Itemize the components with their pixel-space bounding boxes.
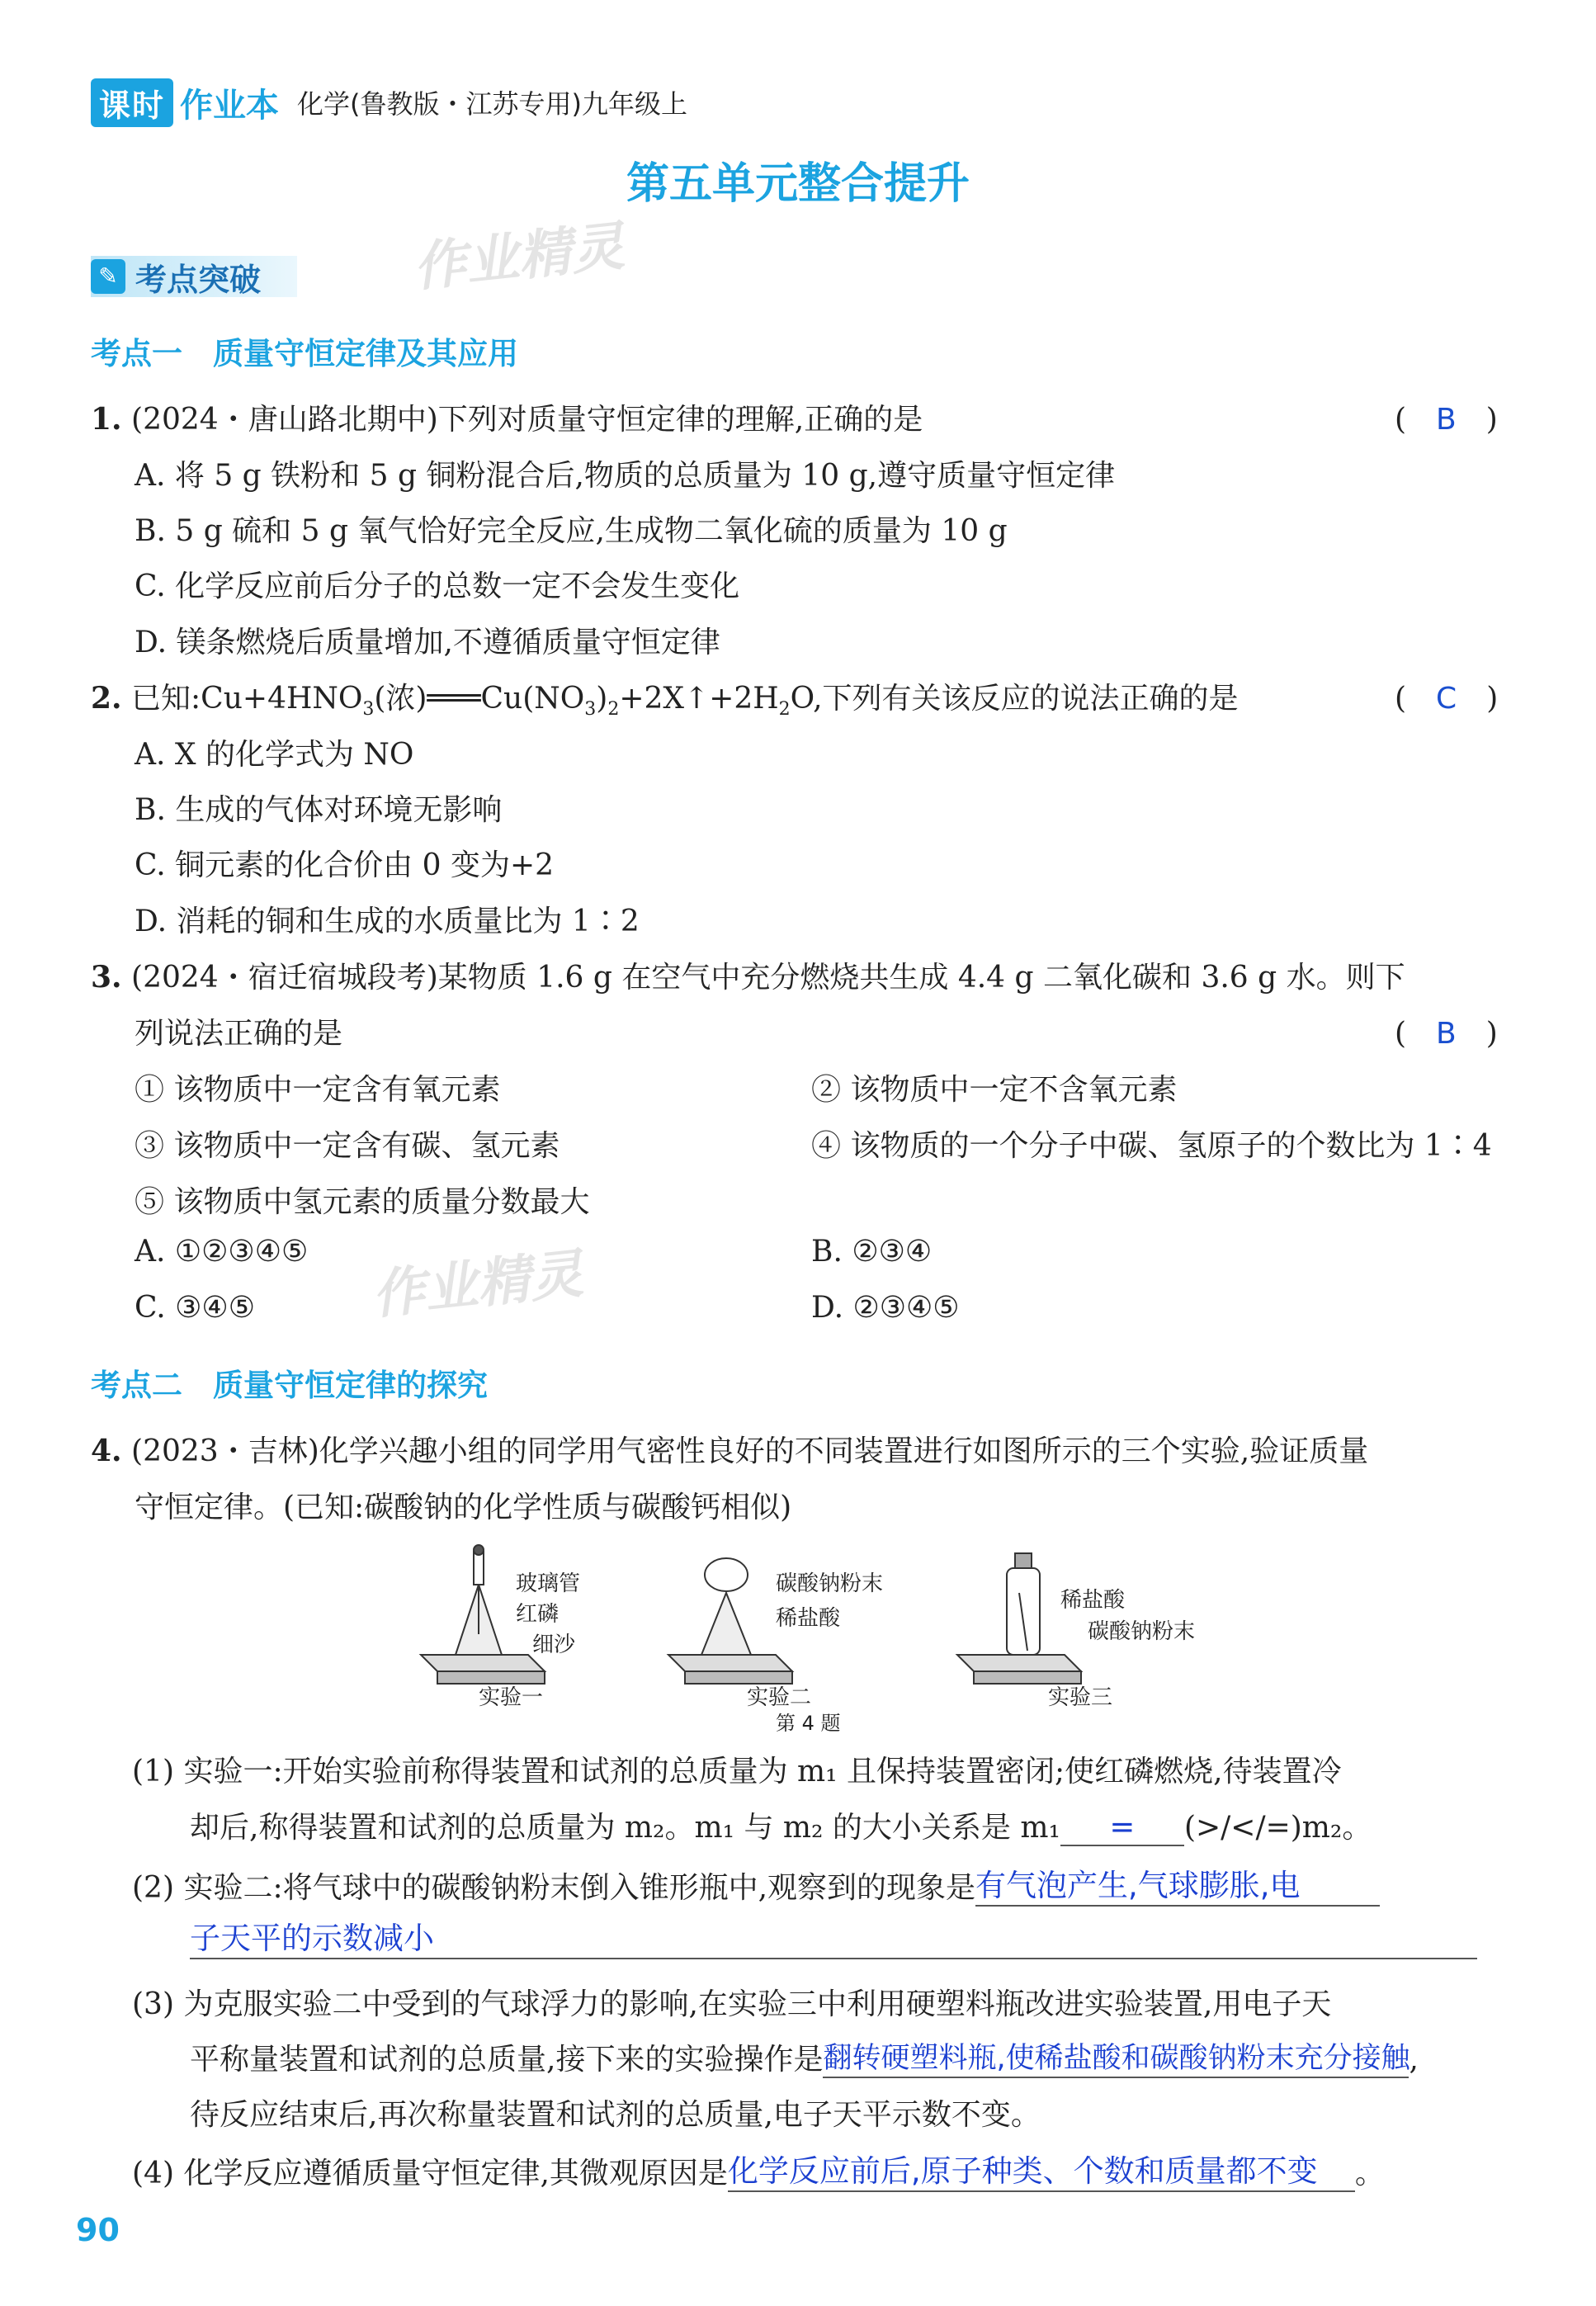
label-sand: 细沙	[532, 1633, 576, 1657]
balance-2	[668, 1558, 792, 1684]
question-text: (2) 实验二:将气球中的碳酸钠粉末倒入锥形瓶中,观察到的现象是	[132, 1871, 976, 1905]
option: B. 生成的气体对环境无影响	[135, 793, 503, 827]
subquestion-3-cont	[190, 2035, 1419, 2078]
question-number: 2.	[91, 681, 122, 716]
answer: B	[1436, 403, 1457, 437]
question-number: 1.	[91, 402, 122, 437]
option: C. ③④⑤	[135, 1291, 255, 1325]
question-text: (>/</=)m₂。	[1183, 1811, 1372, 1845]
subscript: 3	[362, 699, 375, 721]
handwritten-answer: 化学反应前后,原子种类、个数和质量都不变	[727, 2153, 1318, 2189]
equation-part: +2X↑+2H	[619, 682, 779, 716]
statement: ① 该物质中一定含有氧元素	[135, 1073, 501, 1107]
subscript: 2	[778, 699, 791, 721]
handwritten-answer: 翻转硬塑料瓶,使稀盐酸和碳酸钠粉末充分接触	[823, 2042, 1410, 2075]
answer-bracket: ( B )	[1395, 403, 1498, 437]
option: B. 5 g 硫和 5 g 氧气恰好完全反应,生成物二氧化硫的质量为 10 g	[135, 514, 1008, 548]
caption-exp3: 实验三	[1048, 1685, 1113, 1710]
question-text: (4) 化学反应遵循质量守恒定律,其微观原因是	[132, 2157, 728, 2190]
page-number: 90	[76, 2212, 120, 2248]
option: D. 消耗的铜和生成的水质量比为 1∶2	[135, 905, 640, 938]
subquestion-1-cont	[190, 1804, 1372, 1846]
figure-caption: 第 4 题	[776, 1712, 841, 1735]
option: A. X 的化学式为 NO	[135, 738, 414, 772]
option: B. ②③④	[811, 1235, 933, 1269]
question-2-stem	[91, 675, 1239, 720]
watermark: 作业精灵	[410, 215, 627, 300]
topic-heading-2: 考点二 质量守恒定律的探究	[91, 1368, 488, 1403]
answer-blank	[975, 1860, 1380, 1907]
option: C. 铜元素的化合价由 0 变为+2	[135, 848, 555, 882]
equation-part: )	[596, 682, 608, 716]
label-hydrochloric-acid: 稀盐酸	[1060, 1588, 1126, 1613]
question-text: (2024・宿迁宿城段考)某物质 1.6 g 在空气中充分燃烧共生成 4.4 g 二氧化碳和 3.6 g 水。则下	[131, 961, 1405, 995]
page-title: 第五单元整合提升	[626, 158, 970, 209]
answer: C	[1436, 682, 1457, 716]
answer-blank	[190, 1913, 1477, 1959]
punctuation: 。	[1354, 2157, 1385, 2190]
equation-part: 已知:Cu+4HNO	[131, 682, 363, 716]
option: A. 将 5 g 铁粉和 5 g 铜粉混合后,物质的总质量为 10 g,遵守质量守恒定律	[135, 459, 1116, 493]
section-badge	[91, 256, 297, 297]
question-4-stem	[91, 1428, 1368, 1470]
logo-box: 课时	[91, 78, 173, 127]
question-text: (2023・吉林)化学兴趣小组的同学用气密性良好的不同装置进行如图所示的三个实验,验证质量	[131, 1434, 1369, 1468]
equation-part: (浓)═══Cu(NO	[374, 682, 585, 716]
answer-blank	[728, 2146, 1355, 2192]
question-text: 却后,称得装置和试剂的总质量为 m₂。m₁ 与 m₂ 的大小关系是 m₁	[190, 1811, 1060, 1845]
label-glass-tube: 玻璃管	[516, 1571, 581, 1596]
question-text: 列说法正确的是	[135, 1017, 343, 1051]
subquestion-2	[132, 1860, 1380, 1907]
option: C. 化学反应前后分子的总数一定不会发生变化	[135, 569, 740, 603]
answer-bracket: ( C )	[1395, 682, 1499, 716]
subquestion-3-end: 待反应结束后,再次称量装置和试剂的总质量,电子天平示数不变。	[190, 2098, 1041, 2132]
answer: B	[1436, 1017, 1457, 1051]
statement: ② 该物质中一定不含氧元素	[811, 1073, 1178, 1107]
label-sodium-carbonate: 碳酸钠粉末	[776, 1571, 884, 1596]
question-text: 守恒定律。(已知:碳酸钠的化学性质与碳酸钙相似)	[135, 1491, 792, 1524]
question-text: O,下列有关该反应的说法正确的是	[790, 682, 1239, 716]
handwritten-answer: 有气泡产生,气球膨胀,电	[975, 1868, 1301, 1903]
caption-exp1: 实验一	[479, 1685, 544, 1710]
section-label: 考点突破	[135, 261, 262, 298]
watermark: 作业精灵	[369, 1243, 586, 1327]
option: D. ②③④⑤	[811, 1291, 960, 1325]
statement: ⑤ 该物质中氢元素的质量分数最大	[135, 1185, 590, 1219]
subquestion-2-cont	[190, 1913, 1477, 1959]
question-number: 4.	[91, 1434, 122, 1468]
label-sodium-carbonate: 碳酸钠粉末	[1088, 1619, 1196, 1644]
label-hydrochloric-acid: 稀盐酸	[776, 1606, 841, 1631]
handwritten-answer: 子天平的示数减小	[190, 1921, 434, 1956]
header-logo	[91, 81, 687, 124]
balance-3	[957, 1553, 1081, 1684]
answer-bracket: ( B )	[1395, 1017, 1498, 1051]
punctuation: ,	[1409, 2043, 1419, 2077]
handwritten-answer: =	[1109, 1809, 1136, 1845]
answer-blank	[1060, 1809, 1184, 1846]
topic-heading-1: 考点一 质量守恒定律及其应用	[91, 336, 518, 371]
question-3-stem	[91, 954, 1405, 996]
subquestion-1: (1) 实验一:开始实验前称得装置和试剂的总质量为 m₁ 且保持装置密闭;使红磷燃烧,待装置冷	[132, 1755, 1342, 1789]
subscript: 2	[607, 699, 620, 721]
logo-text: 作业本	[180, 86, 280, 125]
question-text: 平称量装置和试剂的总质量,接下来的实验操作是	[190, 2043, 824, 2077]
question-text: (2024・唐山路北期中)下列对质量守恒定律的理解,正确的是	[131, 403, 923, 437]
subquestion-4	[132, 2146, 1385, 2192]
experiment-figure	[413, 1535, 1221, 1733]
caption-exp2: 实验二	[747, 1685, 812, 1710]
label-red-phosphorus: 红磷	[516, 1602, 560, 1627]
book-subtitle: 化学(鲁教版・江苏专用)九年级上	[297, 88, 687, 120]
subquestion-3: (3) 为克服实验二中受到的气球浮力的影响,在实验三中利用硬塑料瓶改进实验装置,用电子天	[132, 1987, 1332, 2021]
option: A. ①②③④⑤	[135, 1235, 309, 1269]
answer-blank	[823, 2035, 1409, 2078]
question-number: 3.	[91, 960, 122, 995]
statement: ④ 该物质的一个分子中碳、氢原子的个数比为 1∶4	[811, 1129, 1492, 1163]
statement: ③ 该物质中一定含有碳、氢元素	[135, 1129, 560, 1163]
subscript: 3	[584, 699, 597, 721]
question-1-stem	[91, 396, 923, 438]
pencil-icon: ✎	[91, 259, 125, 294]
option: D. 镁条燃烧后质量增加,不遵循质量守恒定律	[135, 626, 720, 659]
